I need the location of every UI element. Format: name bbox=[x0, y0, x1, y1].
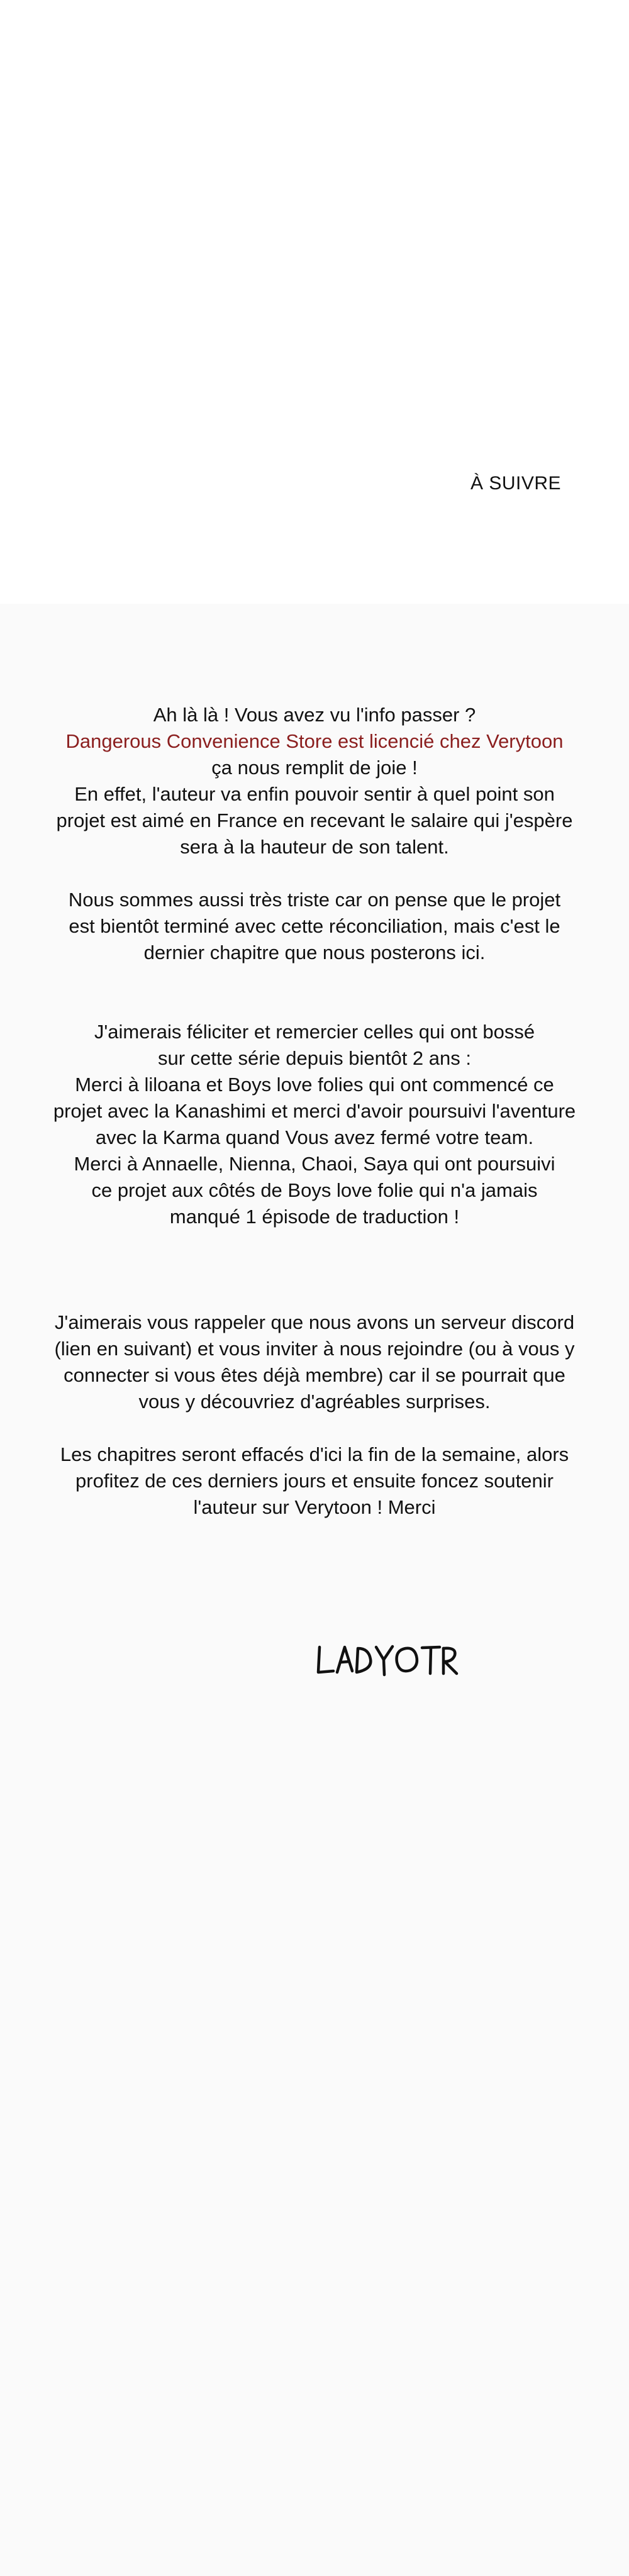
paragraph-spacer bbox=[13, 1230, 616, 1309]
message-block bbox=[13, 702, 616, 1521]
message-line: ça nous remplit de joie ! bbox=[211, 757, 418, 779]
to-be-continued-label: À SUIVRE bbox=[470, 473, 562, 494]
message-line: connecter si vous êtes déjà membre) car il se pourrait que bbox=[64, 1364, 565, 1386]
top-panel bbox=[0, 0, 629, 604]
message-line: Nous sommes aussi très triste car on pense que le projet bbox=[68, 889, 561, 911]
signature bbox=[314, 1638, 459, 1682]
message-line: Ah là là ! Vous avez vu l'info passer ? bbox=[153, 704, 476, 726]
message-line: Merci à Annaelle, Nienna, Chaoi, Saya qui ont poursuivi bbox=[74, 1153, 555, 1175]
message-paragraph-4 bbox=[13, 1309, 616, 1415]
message-line: (lien en suivant) et vous inviter à nous rejoindre (ou à vous y bbox=[54, 1338, 575, 1360]
message-paragraph-3 bbox=[13, 1019, 616, 1230]
message-line: J'aimerais vous rappeler que nous avons un serveur discord bbox=[54, 1311, 575, 1333]
message-paragraph-1 bbox=[13, 702, 616, 860]
paragraph-spacer bbox=[13, 1415, 616, 1441]
message-line: vous y découvriez d'agréables surprises. bbox=[138, 1391, 491, 1413]
message-line: sera à la hauteur de son talent. bbox=[180, 836, 449, 858]
message-line: J'aimerais féliciter et remercier celles qui ont bossé bbox=[94, 1021, 535, 1043]
message-line: sur cette série depuis bientôt 2 ans : bbox=[157, 1047, 471, 1069]
paragraph-spacer bbox=[13, 860, 616, 887]
message-line: En effet, l'auteur va enfin pouvoir sentir à quel point son bbox=[74, 783, 555, 805]
message-line: avec la Karma quand Vous avez fermé votre team. bbox=[95, 1126, 534, 1148]
message-line: profitez de ces derniers jours et ensuite foncez soutenir bbox=[75, 1470, 554, 1492]
message-line: Merci à liloana et Boys love folies qui ont commencé ce bbox=[75, 1074, 554, 1096]
message-line: dernier chapitre que nous posterons ici. bbox=[143, 941, 486, 963]
message-line: ce projet aux côtés de Boys love folie qui n'a jamais bbox=[91, 1179, 538, 1201]
paragraph-spacer bbox=[13, 966, 616, 1019]
message-paragraph-2 bbox=[13, 887, 616, 966]
handwritten-signature-icon bbox=[314, 1638, 459, 1682]
license-announcement: Dangerous Convenience Store est licencié chez Verytoon bbox=[65, 730, 564, 752]
message-line: projet avec la Kanashimi et merci d'avoir poursuivi l'aventure bbox=[53, 1100, 576, 1122]
message-paragraph-5 bbox=[13, 1441, 616, 1521]
message-line: est bientôt terminé avec cette réconciliation, mais c'est le bbox=[69, 915, 560, 937]
message-line: l'auteur sur Verytoon ! Merci bbox=[193, 1496, 436, 1518]
message-line: Les chapitres seront effacés d'ici la fin de la semaine, alors bbox=[60, 1443, 569, 1465]
message-line: manqué 1 épisode de traduction ! bbox=[169, 1206, 460, 1228]
message-line: projet est aimé en France en recevant le salaire qui j'espère bbox=[56, 809, 573, 831]
